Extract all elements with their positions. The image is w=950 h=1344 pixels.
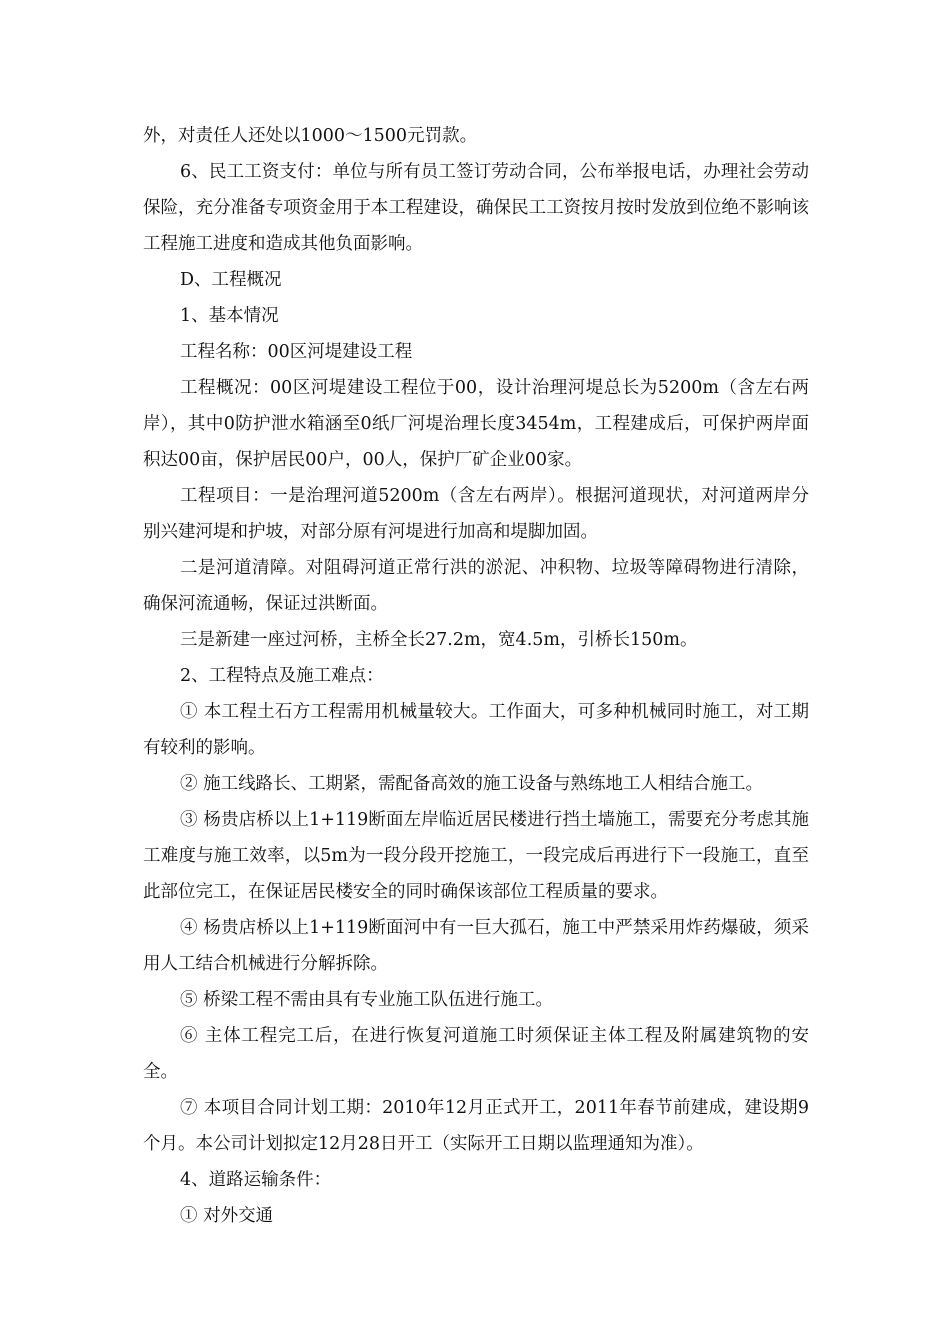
list-item-external-traffic: ① 对外交通	[180, 1206, 274, 1226]
paragraph-project-name: 工程名称：00区河堤建设工程	[180, 342, 413, 362]
list-item-restoration: ⑥ 主体工程完工后，在进行恢复河道施工时须保证主体工程及附属建筑物的安全。	[143, 1026, 809, 1082]
list-item-boulder: ④ 杨贵店桥以上1+119断面河中有一巨大孤石，施工中严禁采用炸药爆破，须采用人工结合机械进行分解拆除。	[143, 918, 809, 974]
subheading-basic-info: 1、基本情况	[180, 306, 279, 326]
paragraph-project-items: 工程项目：一是治理河道5200m（含左右两岸）。根据河道现状，对河道两岸分别兴建河堤和护坡，对部分原有河堤进行加高和堤脚加固。	[143, 486, 809, 542]
document-body	[143, 118, 809, 1234]
subheading-features-difficulties: 2、工程特点及施工难点：	[180, 666, 384, 686]
list-item-schedule: ⑦ 本项目合同计划工期：2010年12月正式开工，2011年春节前建成，建设期9个月。本公司计划拟定12月28日开工（实际开工日期以监理通知为准）。	[143, 1098, 809, 1154]
section-heading-project-overview: D、工程概况	[180, 270, 282, 290]
paragraph-channel-clearing: 二是河道清障。对阻碍河道正常行洪的淤泥、冲积物、垃圾等障碍物进行清除，确保河流通畅，保证过洪断面。	[143, 558, 809, 614]
paragraph-project-summary: 工程概况：00区河堤建设工程位于00，设计治理河堤总长为5200m（含左右两岸），其中0防护泄水箱涵至0纸厂河堤治理长度3454m，工程建成后，可保护两岸面积达00亩，保护居民00户，00人，保护厂矿企业00家。	[143, 378, 809, 470]
paragraph-penalty-continuation: 外，对责任人还处以1000～1500元罚款。	[143, 126, 478, 146]
list-item-bridge-team: ⑤ 桥梁工程不需由具有专业施工队伍进行施工。	[180, 990, 554, 1010]
paragraph-wage-payment: 6、民工工资支付：单位与所有员工签订劳动合同，公布举报电话，办理社会劳动保险，充分准备专项资金用于本工程建设，确保民工工资按月按时发放到位绝不影响该工程施工进度和造成其他负面影响。	[143, 162, 809, 254]
subheading-transport: 4、道路运输条件：	[180, 1170, 332, 1190]
list-item-long-route: ② 施工线路长、工期紧，需配备高效的施工设备与熟练地工人相结合施工。	[180, 774, 764, 794]
list-item-earthwork: ① 本工程土石方工程需用机械量较大。工作面大，可多种机械同时施工，对工期有较利的影响。	[143, 702, 809, 758]
paragraph-new-bridge: 三是新建一座过河桥，主桥全长27.2m，宽4.5m，引桥长150m。	[180, 630, 698, 650]
list-item-retaining-wall: ③ 杨贵店桥以上1+119断面左岸临近居民楼进行挡土墙施工，需要充分考虑其施工难度与施工效率，以5m为一段分段开挖施工，一段完成后再进行下一段施工，直至此部位完工，在保证居民楼安全的同时确保该部位工程质量的要求。	[143, 810, 809, 902]
